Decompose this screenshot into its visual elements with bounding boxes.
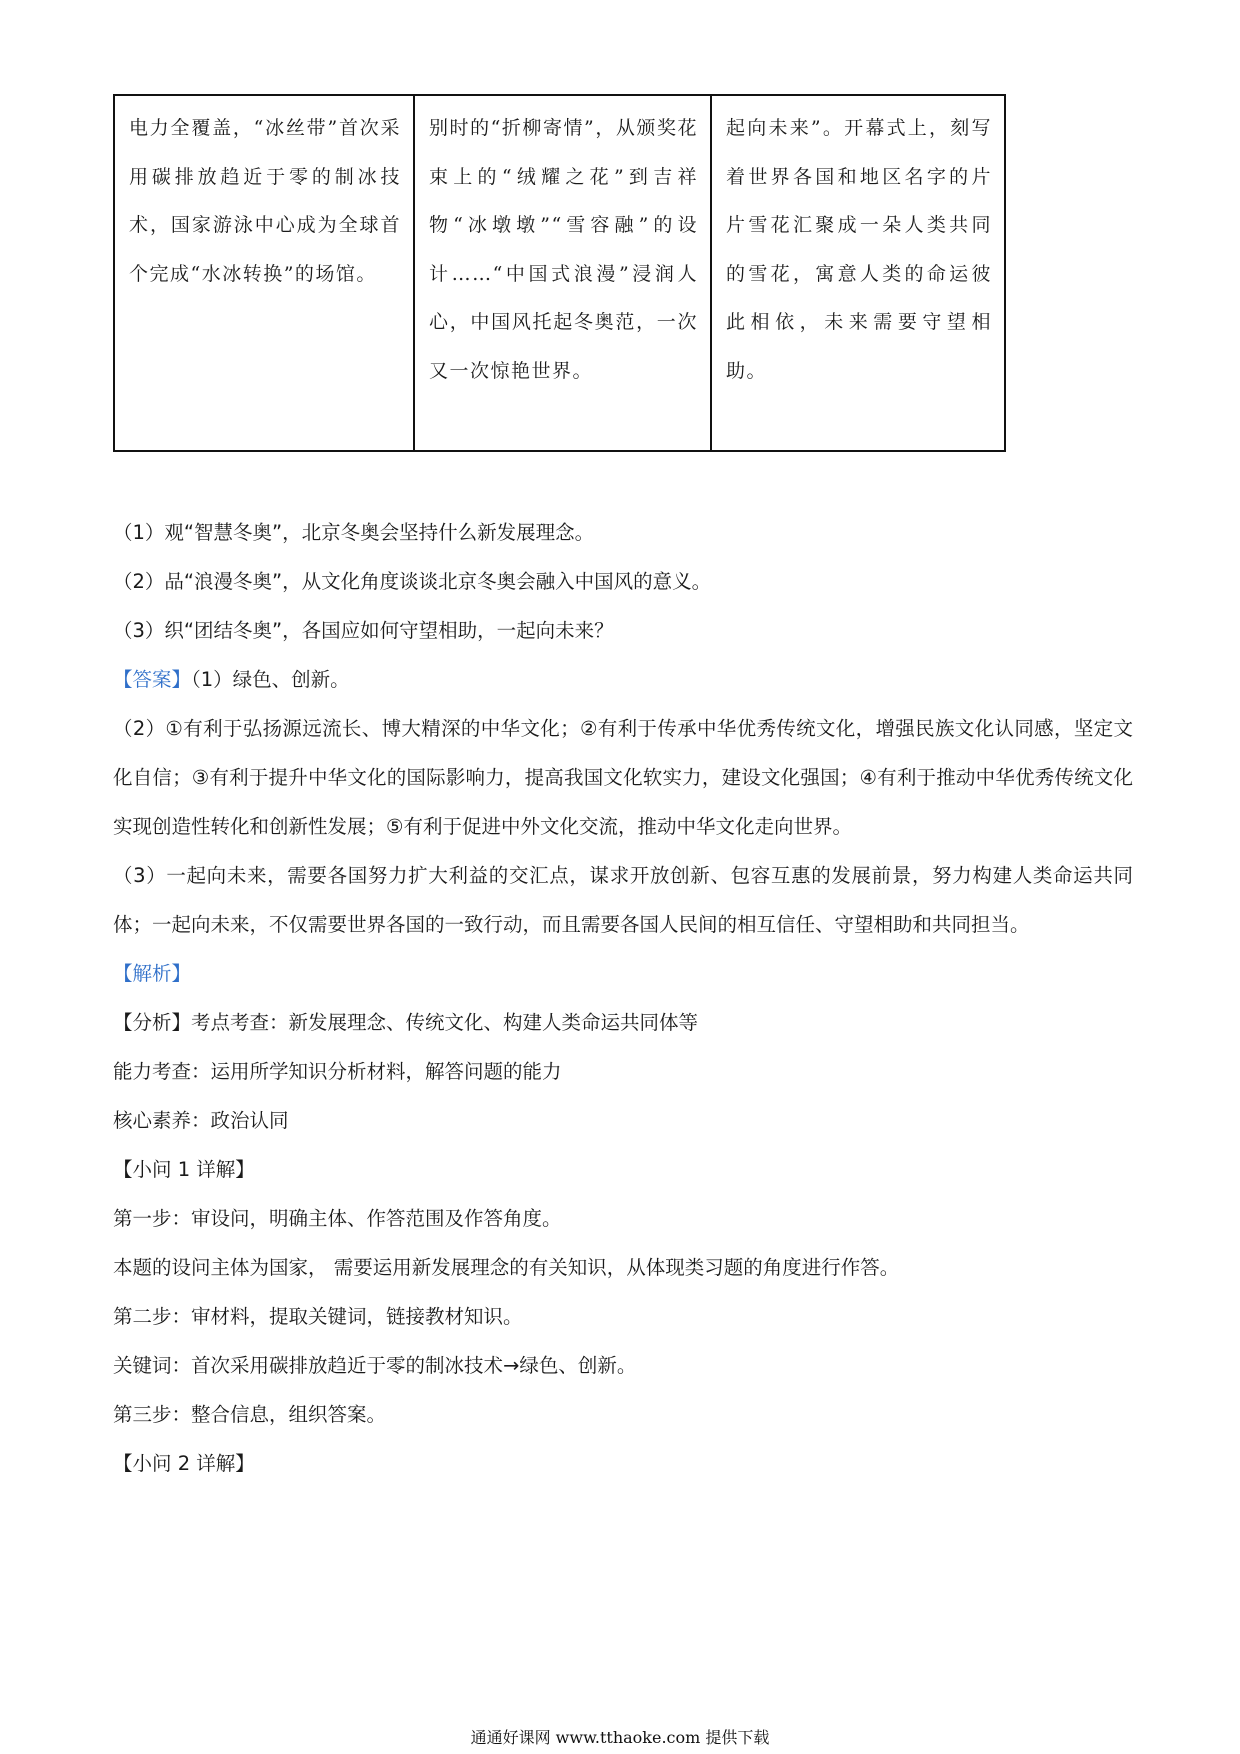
step-2: 第二步：审材料，提取关键词，链接教材知识。 bbox=[113, 1305, 523, 1328]
question-content bbox=[113, 508, 1133, 1488]
answer-1 bbox=[113, 655, 1133, 704]
sub-question-1-title: 【小问 1 详解】 bbox=[113, 1158, 255, 1181]
answer-3: （3）一起向未来，需要各国努力扩大利益的交汇点，谋求开放创新、包容互惠的发展前景，努力构建人类命运共同体；一起向未来，不仅需要世界各国的一致行动，而且需要各国人民间的相互信任、守望相助和共同担当。 bbox=[113, 864, 1133, 936]
material-cell-romantic: 别时的“折柳寄情”，从颁奖花束上的“绒耀之花”到吉祥物“冰墩墩”“雪容融”的设 计……“中国式浪漫”浸润人心，中国风托起冬奥范，一次又一次惊艳世界。 bbox=[413, 96, 710, 450]
question-2: （2）品“浪漫冬奥”，从文化角度谈谈北京冬奥会融入中国风的意义。 bbox=[113, 570, 712, 593]
material-cell-unity: 起向未来”。开幕式上，刻写着世界各国和地区名字的片片雪花汇聚成一朵人类共同的雪花，寓意人类的命运彼此相依，未来需要守望相助。 bbox=[710, 96, 1004, 450]
page-footer: 通通好课网 www.tthaoke.com 提供下载 bbox=[470, 1728, 770, 1747]
sub-question-2-title: 【小问 2 详解】 bbox=[113, 1452, 255, 1475]
answer-1-text: （1）绿色、创新。 bbox=[191, 668, 350, 691]
material-cell-smart: 电力全覆盖，“冰丝带”首次采用碳排放趋近于零的制冰技术，国家游泳中心成为全球首个完成“水冰转换”的场馆。 bbox=[129, 117, 401, 285]
keywords: 关键词：首次采用碳排放趋近于零的制冰技术→绿色、创新。 bbox=[113, 1354, 637, 1377]
analysis-ability: 能力考查：运用所学知识分析材料，解答问题的能力 bbox=[113, 1060, 562, 1083]
question-1: （1）观“智慧冬奥”，北京冬奥会坚持什么新发展理念。 bbox=[113, 521, 595, 544]
analysis-literacy: 核心素养：政治认同 bbox=[113, 1109, 289, 1132]
analysis-label: 【解析】 bbox=[113, 962, 192, 985]
answer-label: 【答案】 bbox=[113, 668, 192, 691]
step-1: 第一步：审设问，明确主体、作答范围及作答角度。 bbox=[113, 1207, 562, 1230]
step-1-text: 本题的设问主体为国家， 需要运用新发展理念的有关知识，从体现类习题的角度进行作答。 bbox=[113, 1256, 900, 1279]
step-3: 第三步：整合信息，组织答案。 bbox=[113, 1403, 387, 1426]
answer-2: （2）①有利于弘扬源远流长、博大精深的中华文化；②有利于传承中华优秀传统文化，增强民族文化认同感，坚定文化自信；③有利于提升中华文化的国际影响力，提高我国文化软实力，建设文化强国；④有利于推动中华优秀传统文化实现创造性转化和创新性发展；⑤有利于促进中外文化交流，推动中华文化走向世界。 bbox=[113, 717, 1133, 838]
question-3: （3）织“团结冬奥”，各国应如何守望相助，一起向未来？ bbox=[113, 619, 614, 642]
analysis-fenxi: 【分析】考点考查：新发展理念、传统文化、构建人类命运共同体等 bbox=[113, 1011, 699, 1034]
material-table bbox=[113, 94, 1006, 452]
